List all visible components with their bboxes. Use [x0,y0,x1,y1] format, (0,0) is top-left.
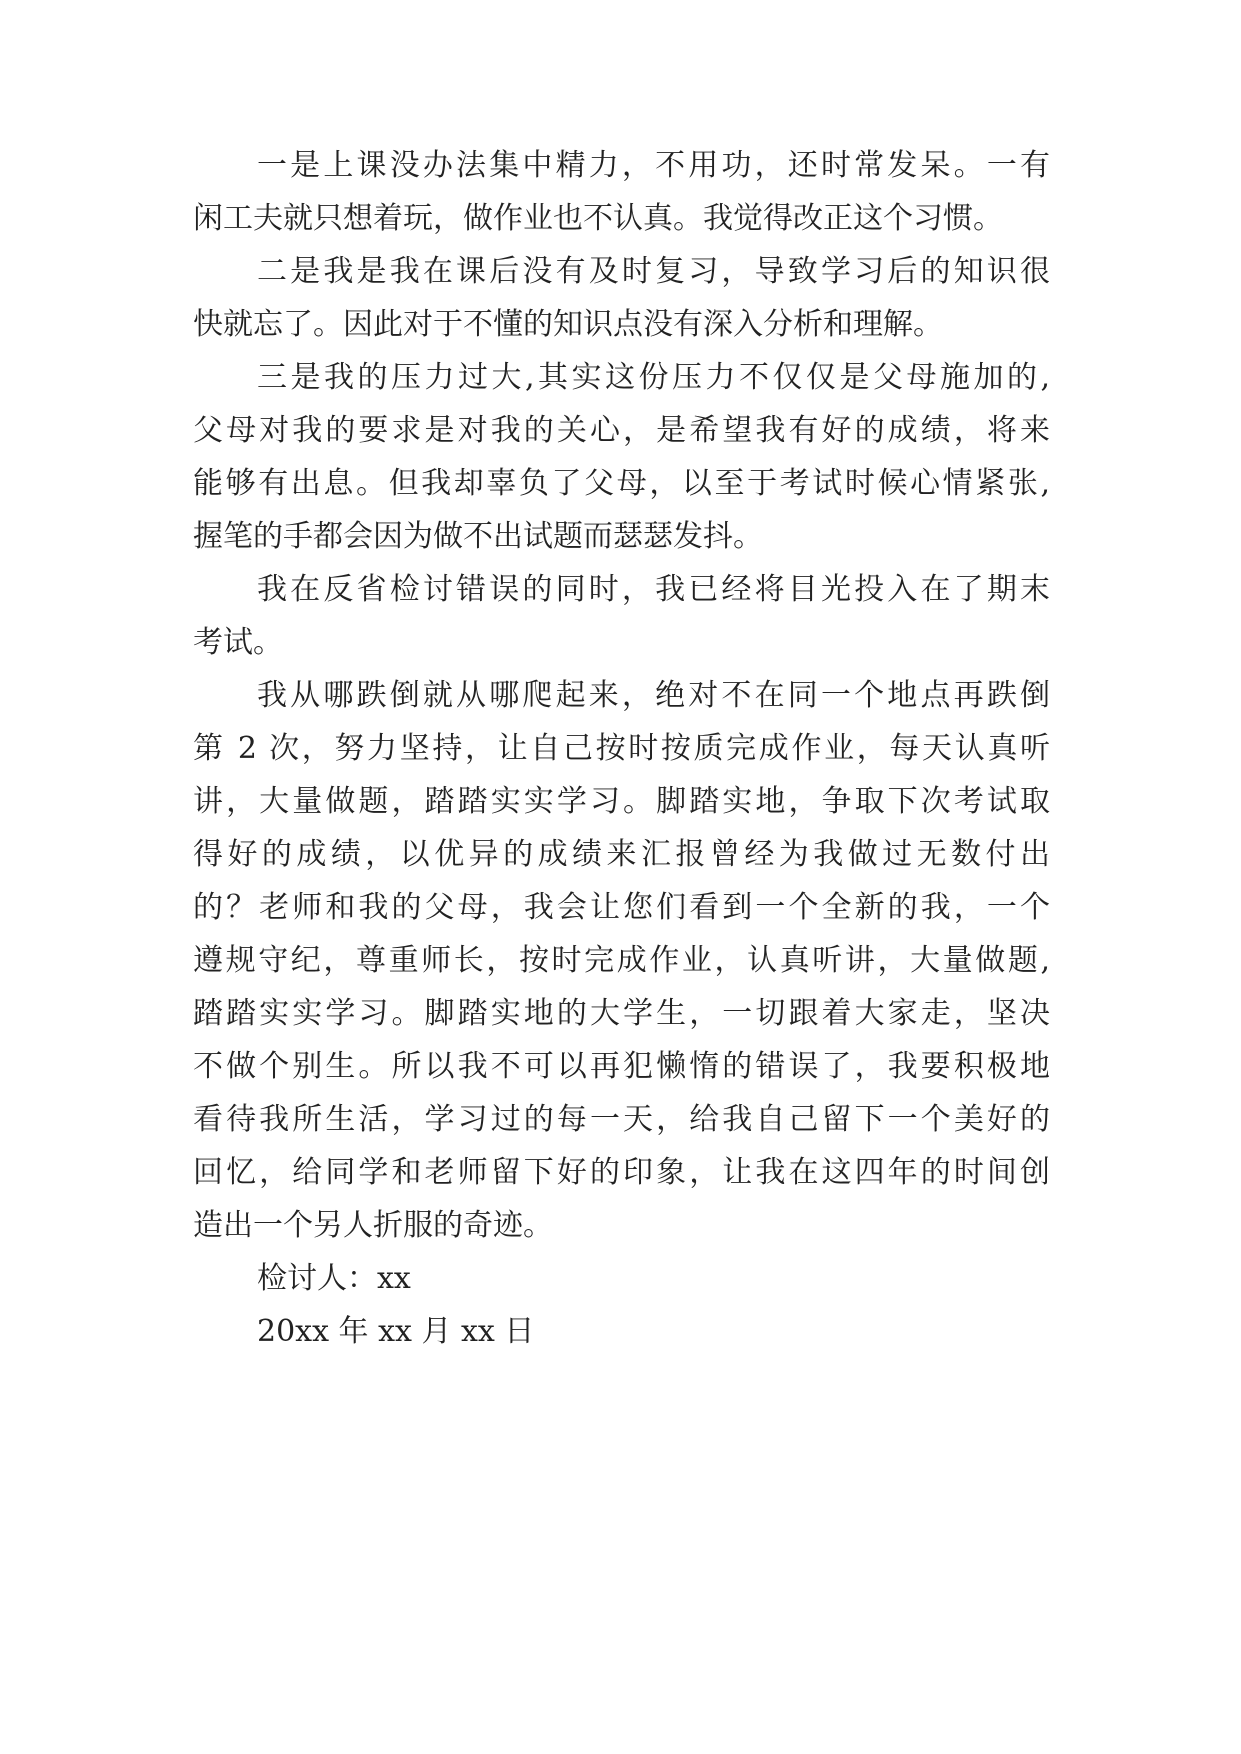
paragraph-5-line-3: 讲，大量做题，踏踏实实学习。脚踏实地，争取下次考试取 [193,784,1050,819]
paragraph-5-line-7: 踏踏实实学习。脚踏实地的大学生，一切跟着大家走，坚决 [193,996,1050,1031]
paragraph-5-line-11: 造出一个另人折服的奇迹。 [193,1208,553,1243]
paragraph-2-line-1: 二是我是我在课后没有及时复习，导致学习后的知识很 [257,254,1050,289]
paragraph-3-line-4: 握笔的手都会因为做不出试题而瑟瑟发抖。 [193,519,763,554]
paragraph-5-line-4: 得好的成绩，以优异的成绩来汇报曾经为我做过无数付出 [193,837,1050,872]
paragraph-5-line-6: 遵规守纪，尊重师长，按时完成作业，认真听讲，大量做题, [193,943,1050,978]
paragraph-4-line-2: 考试。 [193,625,283,660]
paragraph-5-line-1: 我从哪跌倒就从哪爬起来，绝对不在同一个地点再跌倒 [257,678,1050,713]
paragraph-5-line-5: 的？老师和我的父母，我会让您们看到一个全新的我，一个 [193,890,1050,925]
paragraph-5-line-9: 看待我所生活，学习过的每一天，给我自己留下一个美好的 [193,1102,1050,1137]
paragraph-5-line-8: 不做个别生。所以我不可以再犯懒惰的错误了，我要积极地 [193,1049,1050,1084]
paragraph-3-line-1: 三是我的压力过大,其实这份压力不仅仅是父母施加的, [257,360,1050,395]
paragraph-5-line-2: 第 2 次，努力坚持，让自己按时按质完成作业，每天认真听 [193,731,1050,766]
paragraph-5-line-10: 回忆，给同学和老师留下好的印象，让我在这四年的时间创 [193,1155,1050,1190]
paragraph-1-line-2: 闲工夫就只想着玩，做作业也不认真。我觉得改正这个习惯。 [193,201,1003,236]
paragraph-2-line-2: 快就忘了。因此对于不懂的知识点没有深入分析和理解。 [193,307,943,342]
paragraph-1-line-1: 一是上课没办法集中精力，不用功，还时常发呆。一有 [257,148,1050,183]
paragraph-4-line-1: 我在反省检讨错误的同时，我已经将目光投入在了期末 [257,572,1050,607]
paragraph-3-line-2: 父母对我的要求是对我的关心，是希望我有好的成绩，将来 [193,413,1050,448]
paragraph-3-line-3: 能够有出息。但我却辜负了父母，以至于考试时候心情紧张, [193,466,1050,501]
signature: 检讨人：xx [257,1261,411,1296]
date: 20xx 年 xx 月 xx 日 [257,1314,535,1349]
